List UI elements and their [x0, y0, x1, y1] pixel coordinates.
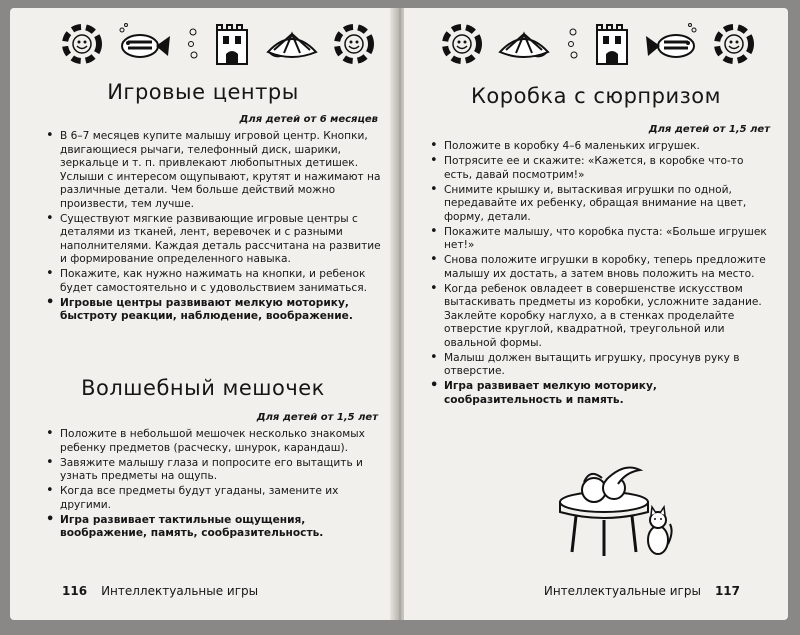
list-item-summary: • Игра развивает мелкую моторику, сообразительность и память. [430, 380, 774, 407]
list-item-summary: • Игровые центры развивают мелкую моторику, быстроту реакции, наблюдение, воображение. [46, 297, 382, 324]
age-label: Для детей от 1,5 лет [648, 124, 770, 135]
age-label: Для детей от 6 месяцев [239, 114, 378, 125]
lifebuoy-icon [334, 22, 374, 66]
left-page [10, 8, 396, 620]
list-item: • Покажите, как нужно нажимать на кнопки, и ребенок будет самостоятельно и с удовольствием заниматься. [46, 268, 382, 295]
page-footer [544, 584, 740, 598]
shell-icon [496, 22, 552, 66]
running-footer-label: Интеллектуальные игры [101, 584, 259, 598]
right-page [404, 8, 788, 620]
fish-icon [644, 22, 700, 66]
list-item: • Снова положите игрушки в коробку, теперь предложите малышу их достать, а затем вновь положить на место. [430, 254, 774, 281]
magic-bag-list [46, 428, 382, 542]
lifebuoy-icon [714, 22, 754, 66]
list-item: • Снимите крышку и, вытаскивая игрушки по одной, передавайте их ребенку, обращая внимание на цвет, форму, детали. [430, 184, 774, 225]
surprise-box-list [430, 140, 774, 409]
list-item-summary: • Игра развивает тактильные ощущения, воображение, память, сообразительность. [46, 514, 382, 541]
list-item: • Когда все предметы будут угаданы, замените их другими. [46, 485, 382, 512]
header-ornament [442, 22, 754, 72]
table-with-fruit-and-cat-illustration [554, 460, 674, 560]
list-item: • Существуют мягкие развивающие игровые центры с деталями из тканей, лент, веревочек и с разными наполнителями. Каждая деталь рассчитана на развитие и формирование определенного навыка. [46, 213, 382, 267]
lifebuoy-icon [442, 22, 482, 66]
castle-icon [594, 22, 630, 66]
list-item: • Когда ребенок овладеет в совершенстве искусством вытаскивать предметы из коробки, усложните задание. Заклейте коробку наглухо, а в стенках проделайте отверстие круглой, квадратной, треугольной или овальной формы. [430, 283, 774, 351]
shell-icon [264, 22, 320, 66]
list-item: • Завяжите малышу глаза и попросите его вытащить и узнать предметы на ощупь. [46, 457, 382, 484]
bubbles-icon [566, 22, 580, 66]
section-title-surprise-box: Коробка с сюрпризом [471, 84, 721, 108]
section-title-game-centers: Игровые центры [107, 80, 299, 104]
running-footer-label: Интеллектуальные игры [543, 584, 701, 598]
bubbles-icon [186, 22, 200, 66]
fish-icon [116, 22, 172, 66]
list-item: • Малыш должен вытащить игрушку, просунув руку в отверстие. [430, 352, 774, 379]
age-label: Для детей от 1,5 лет [256, 412, 378, 423]
lifebuoy-icon [62, 22, 102, 66]
list-item: • Положите в небольшой мешочек несколько знакомых ребенку предметов (расческу, шнурок, карандаш). [46, 428, 382, 455]
section-title-magic-bag: Волшебный мешочек [81, 376, 325, 400]
list-item: • Положите в коробку 4–6 маленьких игрушек. [430, 140, 774, 154]
list-item: • Потрясите ее и скажите: «Кажется, в коробке что-то есть, давай посмотрим!» [430, 155, 774, 182]
list-item: • В 6–7 месяцев купите малышу игровой центр. Кнопки, двигающиеся рычаги, телефонный диск, шарики, зеркальце и т. п. привлекают любопытных детишек. Услыши с интересом ощупывают, крутят и нажимают на различные детали. Чем больше действий можно произвести, тем лучше. [46, 130, 382, 211]
page-footer [62, 584, 258, 598]
game-centers-list [46, 130, 382, 325]
header-ornament [62, 22, 374, 72]
page-number: 117 [714, 584, 740, 598]
castle-icon [214, 22, 250, 66]
page-number: 116 [62, 584, 88, 598]
list-item: • Покажите малышу, что коробка пуста: «Больше игрушек нет!» [430, 226, 774, 253]
